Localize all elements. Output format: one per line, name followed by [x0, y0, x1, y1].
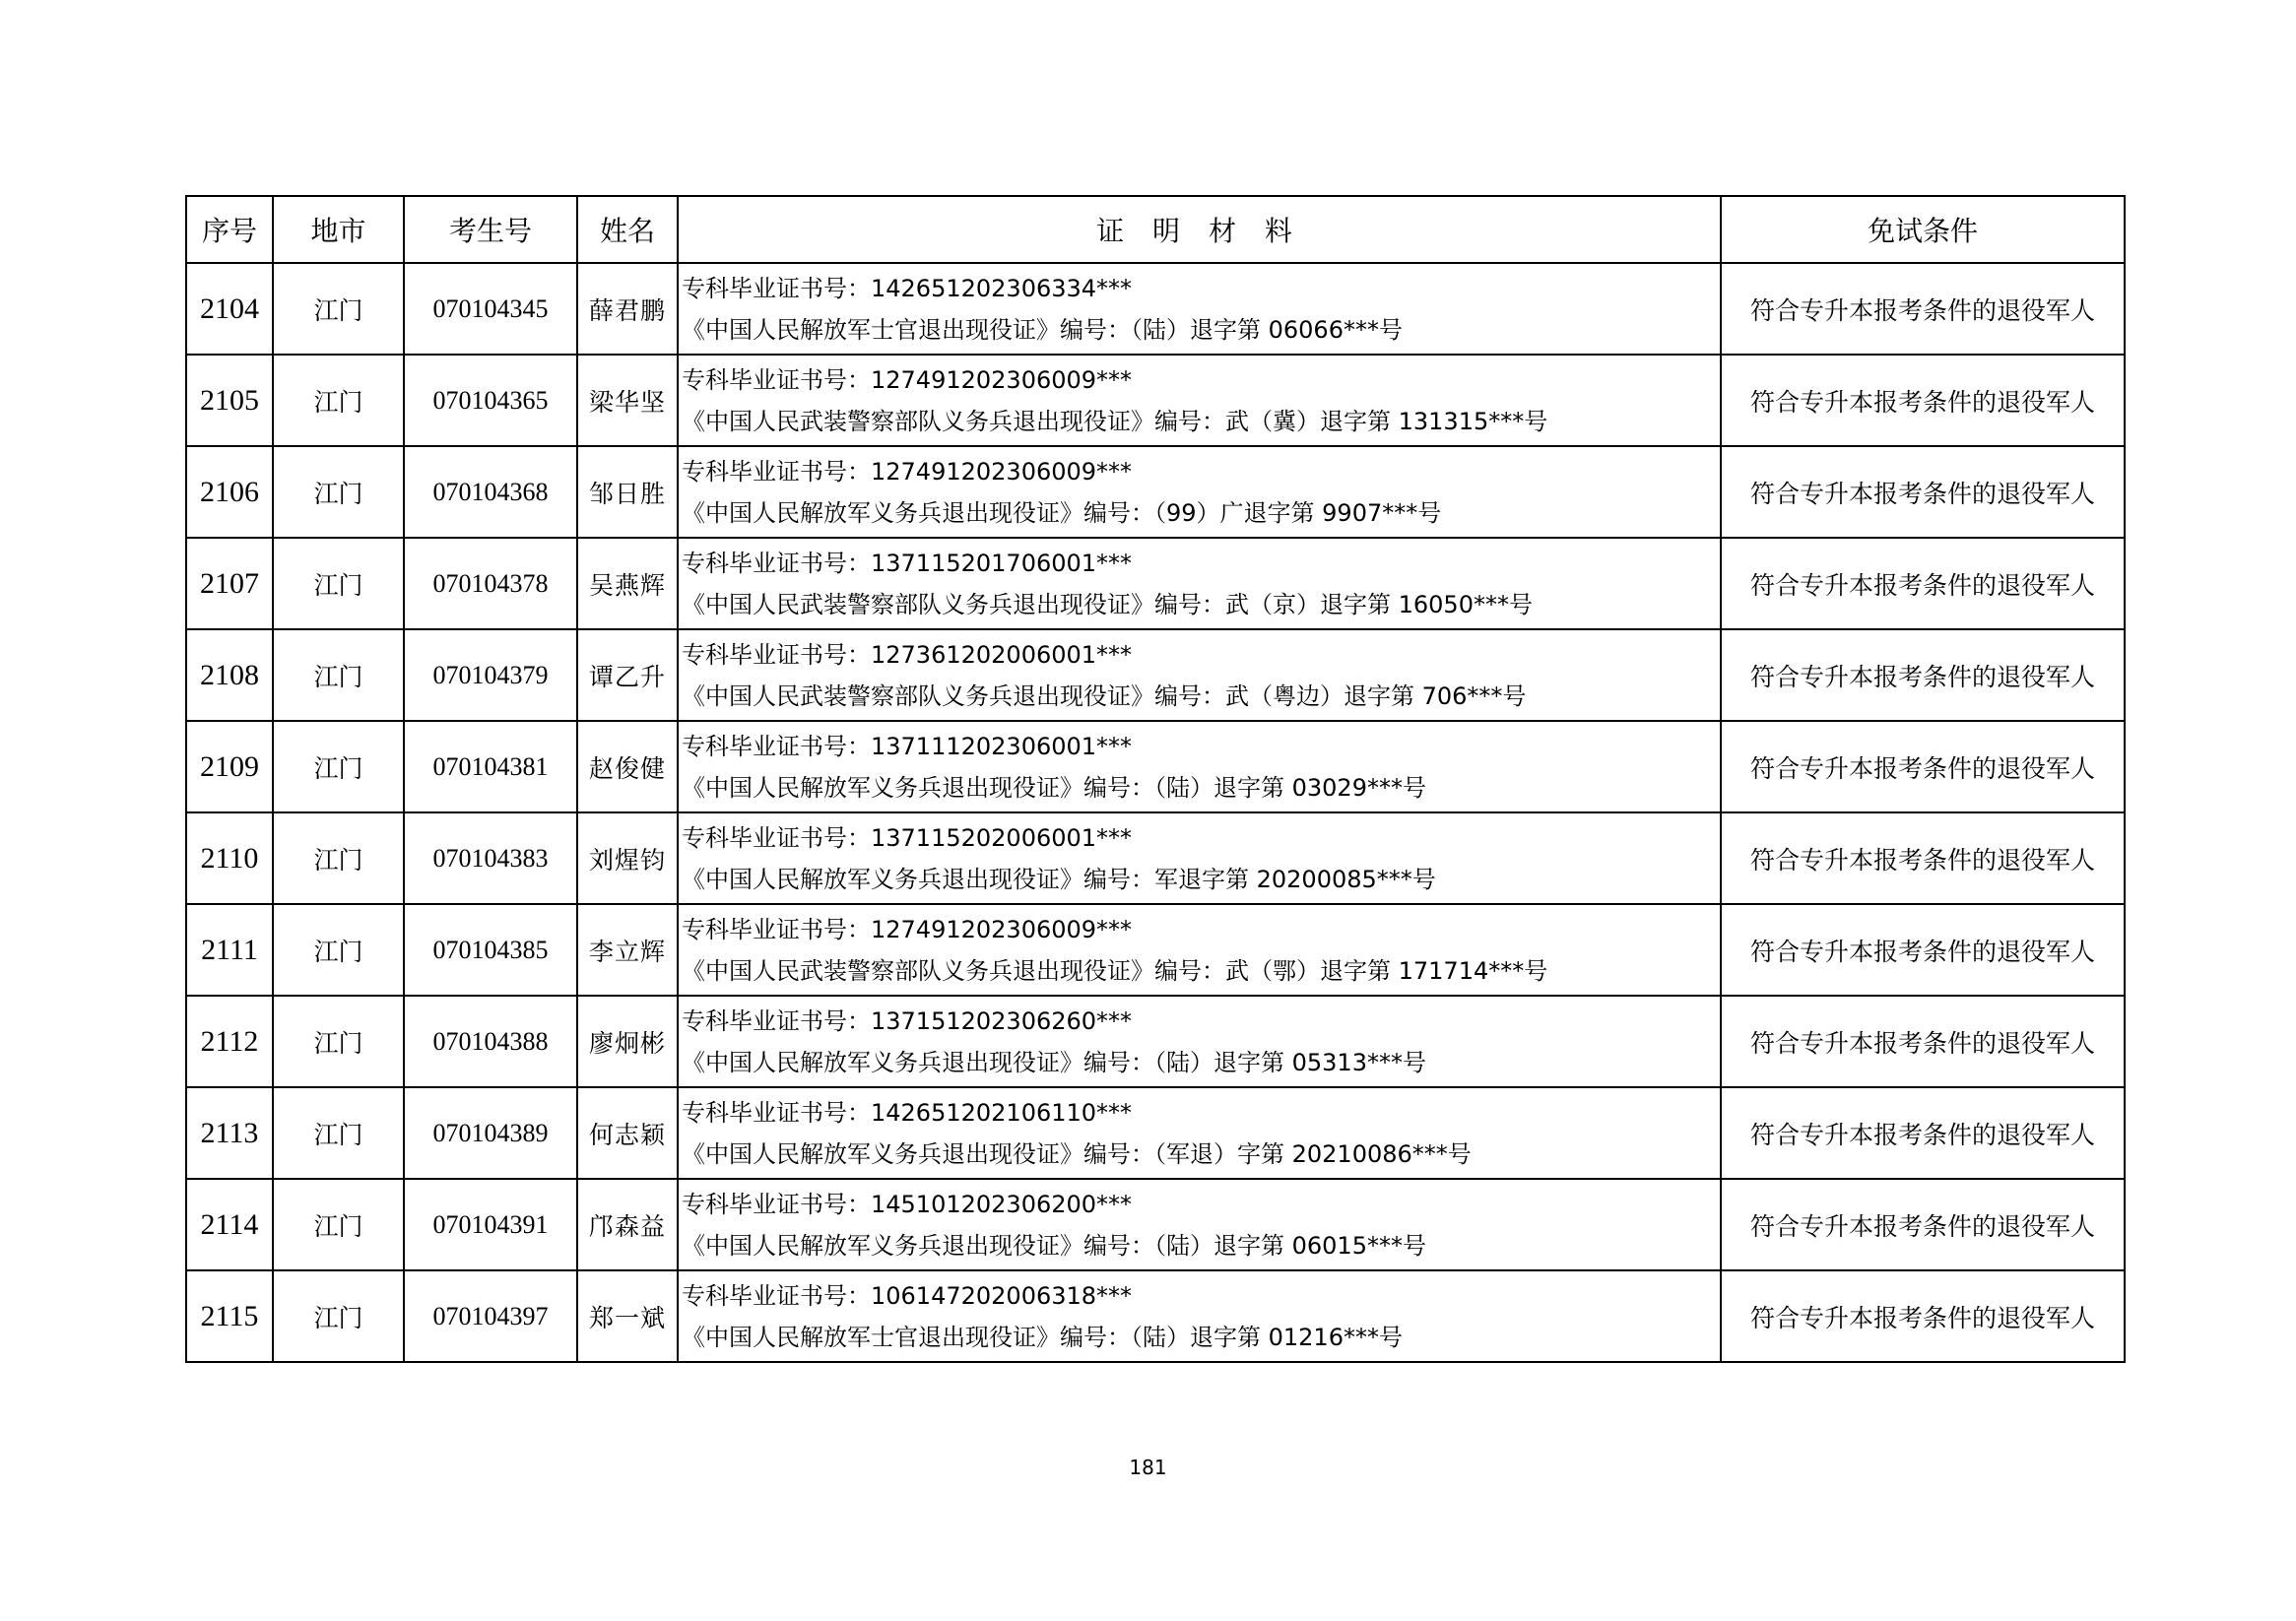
cell-seq: 2114 [186, 1179, 273, 1270]
cell-condition: 符合专升本报考条件的退役军人 [1721, 996, 2125, 1087]
cell-proof [678, 446, 1721, 538]
cell-city: 江门 [273, 1179, 404, 1270]
cell-proof [678, 1087, 1721, 1179]
cell-seq: 2109 [186, 721, 273, 812]
cell-seq: 2115 [186, 1270, 273, 1362]
cell-condition: 符合专升本报考条件的退役军人 [1721, 721, 2125, 812]
cell-exam-no: 070104379 [404, 629, 577, 721]
cell-seq: 2106 [186, 446, 273, 538]
cell-proof [678, 538, 1721, 629]
proof-diploma-line: 专科毕业证书号：106147202006318*** [682, 1281, 1133, 1310]
cell-city: 江门 [273, 263, 404, 355]
table-row [186, 721, 2125, 812]
cell-city: 江门 [273, 812, 404, 904]
cell-condition: 符合专升本报考条件的退役军人 [1721, 446, 2125, 538]
cell-seq: 2111 [186, 904, 273, 996]
cell-condition: 符合专升本报考条件的退役军人 [1721, 263, 2125, 355]
cell-proof [678, 996, 1721, 1087]
proof-diploma-line: 专科毕业证书号：127361202006001*** [682, 640, 1133, 669]
cell-city: 江门 [273, 629, 404, 721]
cell-condition: 符合专升本报考条件的退役军人 [1721, 1087, 2125, 1179]
proof-discharge-line: 《中国人民武装警察部队义务兵退出现役证》编号：武（冀）退字第 131315***号 [682, 407, 1548, 435]
cell-condition: 符合专升本报考条件的退役军人 [1721, 1270, 2125, 1362]
cell-exam-no: 070104365 [404, 355, 577, 446]
table-row [186, 1179, 2125, 1270]
proof-discharge-line: 《中国人民解放军义务兵退出现役证》编号：（陆）退字第 05313***号 [682, 1048, 1426, 1076]
cell-name: 邝森益 [577, 1179, 678, 1270]
cell-name: 李立辉 [577, 904, 678, 996]
cell-seq: 2108 [186, 629, 273, 721]
cell-condition: 符合专升本报考条件的退役军人 [1721, 538, 2125, 629]
cell-name: 刘煋钧 [577, 812, 678, 904]
proof-diploma-line: 专科毕业证书号：137111202306001*** [682, 732, 1133, 760]
cell-name: 廖炯彬 [577, 996, 678, 1087]
cell-name: 吴燕辉 [577, 538, 678, 629]
table-row [186, 996, 2125, 1087]
cell-exam-no: 070104388 [404, 996, 577, 1087]
cell-city: 江门 [273, 721, 404, 812]
cell-proof [678, 1270, 1721, 1362]
cell-name: 薛君鹏 [577, 263, 678, 355]
cell-city: 江门 [273, 538, 404, 629]
cell-condition: 符合专升本报考条件的退役军人 [1721, 1179, 2125, 1270]
proof-diploma-line: 专科毕业证书号：142651202106110*** [682, 1098, 1133, 1127]
cell-exam-no: 070104389 [404, 1087, 577, 1179]
cell-exam-no: 070104381 [404, 721, 577, 812]
table-row [186, 355, 2125, 446]
proof-diploma-line: 专科毕业证书号：145101202306200*** [682, 1190, 1133, 1218]
proof-diploma-line: 专科毕业证书号：137151202306260*** [682, 1006, 1133, 1035]
table-row [186, 904, 2125, 996]
proof-discharge-line: 《中国人民解放军义务兵退出现役证》编号：（陆）退字第 06015***号 [682, 1231, 1426, 1260]
cell-seq: 2107 [186, 538, 273, 629]
cell-exam-no: 070104397 [404, 1270, 577, 1362]
header-name: 姓名 [577, 196, 678, 263]
header-exam-no: 考生号 [404, 196, 577, 263]
cell-city: 江门 [273, 996, 404, 1087]
cell-city: 江门 [273, 1087, 404, 1179]
cell-proof [678, 263, 1721, 355]
table-row [186, 1087, 2125, 1179]
cell-proof [678, 812, 1721, 904]
table-row [186, 1270, 2125, 1362]
cell-seq: 2110 [186, 812, 273, 904]
proof-diploma-line: 专科毕业证书号：127491202306009*** [682, 365, 1133, 394]
cell-proof [678, 355, 1721, 446]
cell-proof [678, 629, 1721, 721]
cell-condition: 符合专升本报考条件的退役军人 [1721, 355, 2125, 446]
proof-discharge-line: 《中国人民解放军义务兵退出现役证》编号：（军退）字第 20210086***号 [682, 1139, 1472, 1168]
cell-proof [678, 1179, 1721, 1270]
cell-exam-no: 070104368 [404, 446, 577, 538]
header-proof: 证 明 材 料 [678, 196, 1721, 263]
cell-exam-no: 070104391 [404, 1179, 577, 1270]
proof-discharge-line: 《中国人民武装警察部队义务兵退出现役证》编号：武（鄂）退字第 171714***号 [682, 956, 1548, 985]
table-row [186, 263, 2125, 355]
proof-discharge-line: 《中国人民解放军义务兵退出现役证》编号：军退字第 20200085***号 [682, 865, 1436, 893]
table-row [186, 538, 2125, 629]
cell-name: 谭乙升 [577, 629, 678, 721]
cell-city: 江门 [273, 1270, 404, 1362]
cell-proof [678, 904, 1721, 996]
exemption-table [185, 195, 2126, 1363]
proof-discharge-line: 《中国人民解放军士官退出现役证》编号：（陆）退字第 01216***号 [682, 1323, 1403, 1351]
cell-seq: 2105 [186, 355, 273, 446]
cell-city: 江门 [273, 355, 404, 446]
cell-condition: 符合专升本报考条件的退役军人 [1721, 629, 2125, 721]
table-row [186, 446, 2125, 538]
cell-exam-no: 070104378 [404, 538, 577, 629]
proof-discharge-line: 《中国人民解放军义务兵退出现役证》编号：（99）广退字第 9907***号 [682, 498, 1442, 527]
proof-diploma-line: 专科毕业证书号：137115201706001*** [682, 549, 1133, 577]
cell-name: 邹日胜 [577, 446, 678, 538]
proof-discharge-line: 《中国人民武装警察部队义务兵退出现役证》编号：武（粤边）退字第 706***号 [682, 681, 1527, 710]
proof-discharge-line: 《中国人民武装警察部队义务兵退出现役证》编号：武（京）退字第 16050***号 [682, 590, 1533, 618]
table-body [186, 263, 2125, 1362]
table-header-row [186, 196, 2125, 263]
cell-exam-no: 070104345 [404, 263, 577, 355]
proof-discharge-line: 《中国人民解放军义务兵退出现役证》编号：（陆）退字第 03029***号 [682, 773, 1426, 802]
header-condition: 免试条件 [1721, 196, 2125, 263]
header-city: 地市 [273, 196, 404, 263]
proof-diploma-line: 专科毕业证书号：127491202306009*** [682, 915, 1133, 943]
cell-city: 江门 [273, 904, 404, 996]
table-row [186, 629, 2125, 721]
table-row [186, 812, 2125, 904]
cell-seq: 2104 [186, 263, 273, 355]
cell-name: 梁华坚 [577, 355, 678, 446]
cell-seq: 2113 [186, 1087, 273, 1179]
proof-diploma-line: 专科毕业证书号：142651202306334*** [682, 274, 1133, 302]
cell-city: 江门 [273, 446, 404, 538]
cell-condition: 符合专升本报考条件的退役军人 [1721, 904, 2125, 996]
page-number: 181 [1129, 1456, 1167, 1479]
cell-name: 何志颖 [577, 1087, 678, 1179]
proof-discharge-line: 《中国人民解放军士官退出现役证》编号：（陆）退字第 06066***号 [682, 315, 1403, 344]
header-seq: 序号 [186, 196, 273, 263]
cell-name: 赵俊健 [577, 721, 678, 812]
cell-exam-no: 070104385 [404, 904, 577, 996]
cell-condition: 符合专升本报考条件的退役军人 [1721, 812, 2125, 904]
cell-exam-no: 070104383 [404, 812, 577, 904]
cell-name: 郑一斌 [577, 1270, 678, 1362]
proof-diploma-line: 专科毕业证书号：137115202006001*** [682, 823, 1133, 852]
cell-seq: 2112 [186, 996, 273, 1087]
cell-proof [678, 721, 1721, 812]
proof-diploma-line: 专科毕业证书号：127491202306009*** [682, 457, 1133, 486]
